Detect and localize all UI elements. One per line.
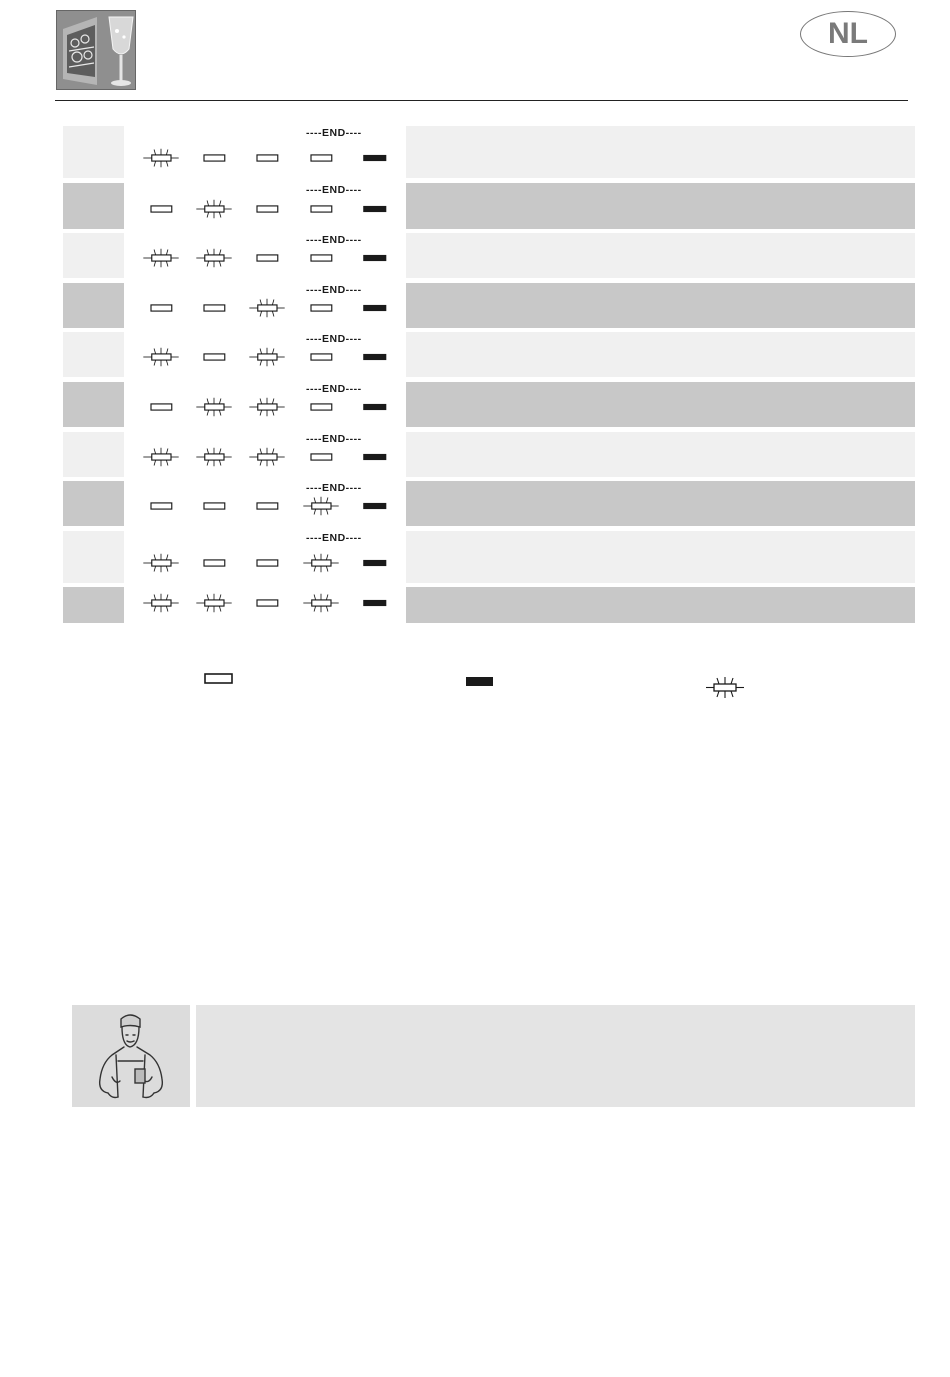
led-legend [0, 668, 950, 704]
led-off-icon [137, 298, 185, 318]
end-label: ----END---- [306, 383, 362, 395]
led-off-icon [297, 148, 345, 168]
led-indicator-group [63, 432, 362, 477]
table-row [63, 183, 915, 229]
table-row [63, 283, 915, 328]
led-off-icon [243, 199, 291, 219]
led-blinking-icon [137, 148, 185, 168]
led-off-icon [243, 553, 291, 573]
led-blinking-icon [243, 298, 291, 318]
led-on-icon [350, 148, 398, 168]
led-indicator-group [63, 233, 362, 278]
led-on-icon [350, 447, 398, 467]
led-blinking-icon [297, 496, 345, 516]
led-off-icon [297, 248, 345, 268]
led-off-icon [137, 199, 185, 219]
led-indicator-group [63, 481, 362, 526]
led-on-icon [350, 553, 398, 573]
service-technician-icon [72, 1005, 190, 1107]
table-row [63, 382, 915, 427]
led-blinking-icon [137, 553, 185, 573]
led-indicator-group [63, 283, 362, 328]
technician-note-panel [196, 1005, 915, 1107]
table-row [63, 432, 915, 477]
end-label: ----END---- [306, 284, 362, 296]
led-off-icon [190, 496, 238, 516]
led-blinking-icon [190, 248, 238, 268]
table-row [63, 587, 915, 623]
led-on-icon [350, 593, 398, 613]
led-blinking-icon [190, 447, 238, 467]
led-off-icon [297, 397, 345, 417]
led-off-icon [190, 553, 238, 573]
language-badge: NL [800, 11, 896, 57]
row-description-cell [406, 481, 915, 526]
led-blinking-icon [137, 248, 185, 268]
table-row [63, 332, 915, 377]
row-description-cell [406, 587, 915, 623]
led-blinking-icon [137, 447, 185, 467]
row-description-cell [406, 126, 915, 178]
led-off-icon [190, 347, 238, 367]
end-label: ----END---- [306, 433, 362, 445]
end-label: ----END---- [306, 234, 362, 246]
led-blinking-icon [190, 397, 238, 417]
led-on-icon [350, 199, 398, 219]
end-label: ----END---- [306, 482, 362, 494]
table-row [63, 126, 915, 178]
led-off-icon [297, 199, 345, 219]
led-off-icon [297, 447, 345, 467]
led-blinking-icon [297, 593, 345, 613]
led-blinking-icon [705, 676, 745, 700]
led-blinking-icon [243, 447, 291, 467]
led-indicator-group [63, 587, 333, 623]
led-off-icon [297, 298, 345, 318]
row-description-cell [406, 432, 915, 477]
end-label: ----END---- [306, 333, 362, 345]
led-off-icon [190, 148, 238, 168]
led-blinking-icon [297, 553, 345, 573]
led-on-icon [464, 675, 496, 689]
row-description-cell [406, 233, 915, 278]
led-on-icon [350, 248, 398, 268]
led-indicator-group [63, 531, 362, 583]
end-label: ----END---- [306, 532, 362, 544]
led-off-icon [190, 298, 238, 318]
led-blinking-icon [137, 347, 185, 367]
led-off-icon [243, 496, 291, 516]
led-blinking-icon [190, 199, 238, 219]
table-row [63, 233, 915, 278]
led-off-icon [243, 248, 291, 268]
led-blinking-icon [190, 593, 238, 613]
led-blinking-icon [243, 397, 291, 417]
end-label: ----END---- [306, 184, 362, 196]
led-indicator-group [63, 382, 362, 427]
led-off-icon [243, 148, 291, 168]
led-on-icon [350, 397, 398, 417]
led-indicator-group [63, 332, 362, 377]
led-off-icon [203, 672, 235, 686]
header-divider [55, 100, 908, 101]
dishwasher-glass-logo-icon [56, 10, 136, 90]
led-off-icon [243, 593, 291, 613]
row-description-cell [406, 283, 915, 328]
led-on-icon [350, 347, 398, 367]
row-description-cell [406, 531, 915, 583]
row-description-cell [406, 183, 915, 229]
led-on-icon [350, 298, 398, 318]
end-label: ----END---- [306, 127, 362, 139]
table-row [63, 481, 915, 526]
led-blinking-icon [243, 347, 291, 367]
led-off-icon [137, 397, 185, 417]
table-row [63, 531, 915, 583]
row-description-cell [406, 382, 915, 427]
led-off-icon [137, 496, 185, 516]
led-on-icon [350, 496, 398, 516]
led-blinking-icon [137, 593, 185, 613]
led-off-icon [297, 347, 345, 367]
row-description-cell [406, 332, 915, 377]
led-indicator-group [63, 183, 362, 229]
led-indicator-group [63, 126, 362, 178]
